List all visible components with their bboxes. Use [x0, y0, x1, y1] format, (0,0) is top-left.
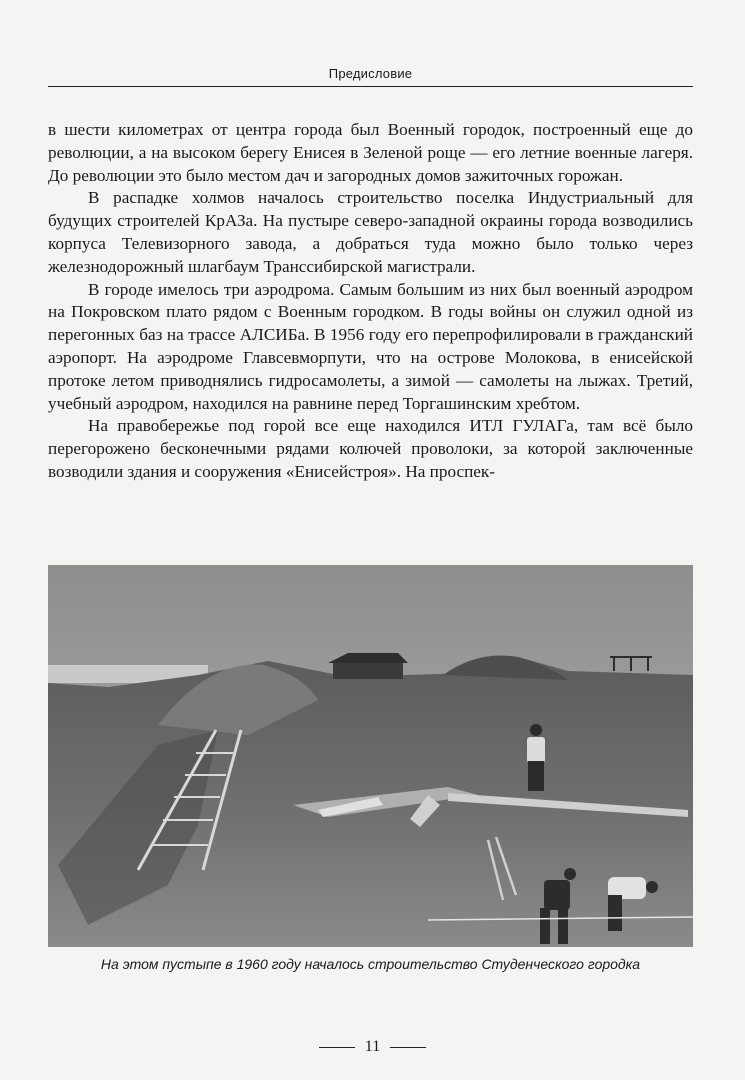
construction-site-photo	[48, 565, 693, 947]
paragraph: В распадке холмов началось строительство поселка Индустриальный для будущих строителей КрАЗа. На пустыре северо-западной окраины города возводились корпуса Телевизорного завода, а добраться туда можно было только через железнодорожный шлагбаум Транссибирской магистрали.	[48, 188, 693, 276]
page-footer	[0, 1038, 745, 1056]
page-number: 11	[364, 1038, 381, 1055]
header-rule	[48, 86, 693, 87]
body-text	[48, 119, 693, 484]
footer-dash-left	[319, 1047, 355, 1048]
footer-dash-right	[390, 1047, 426, 1048]
figure-caption: На этом пустыпе в 1960 году началось строительство Студенческого городка	[100, 956, 641, 972]
paragraph: В городе имелось три аэродрома. Самым большим из них был военный аэродром на Покровском плато рядом с Военным городком. В годы войны он служил одной из перегонных баз на трассе АЛСИБа. В 1956 году его перепрофилировали в гражданский аэропорт. На аэродроме Главсевморпути, что на острове Молокова, в енисейской протоке летом приводнялись гидросамолеты, а зимой — самолеты на лыжах. Третий, учебный аэродром, находился на равнине перед Торгашинским хребтом.	[48, 279, 693, 413]
running-header: Предисловие	[328, 66, 413, 81]
paragraph: На правобережье под горой все еще находился ИТЛ ГУЛАГа, там всё было перегорожено бесконечными рядами колючей проволоки, за которой заключенные возводили здания и сооружения «Енисейстроя». На проспек-	[48, 416, 693, 481]
paragraph: в шести километрах от центра города был Военный городок, построенный еще до революции, а на высоком берегу Енисея в Зеленой роще — его летние военные лагеря. До революции это было местом дач и загородных домов зажиточных горожан.	[48, 120, 693, 185]
